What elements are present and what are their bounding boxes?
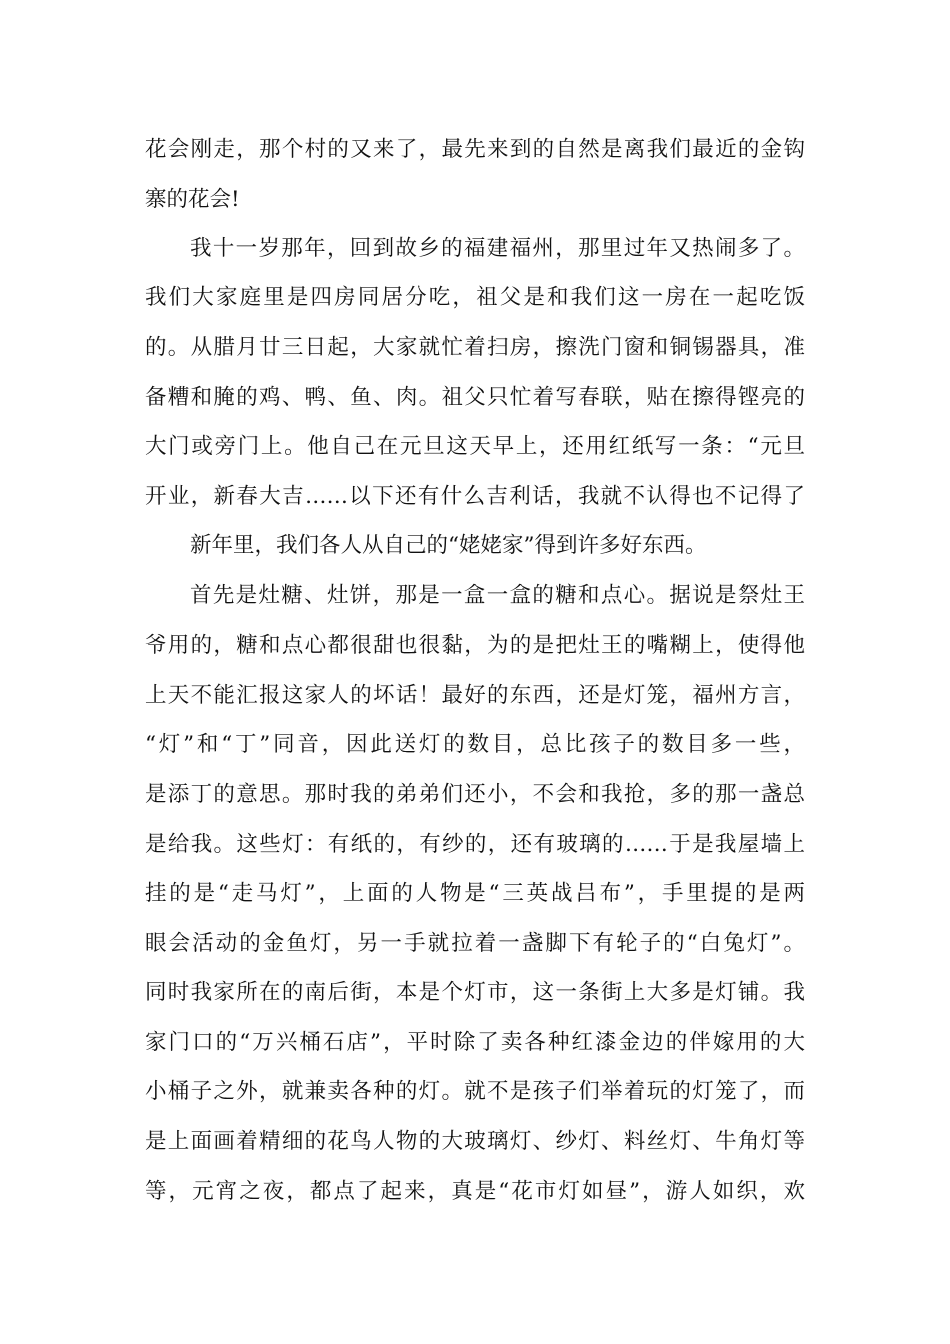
text-line-2: 寨的花会! — [145, 187, 240, 212]
text-line-4: 我们大家庭里是四房同居分吃，祖父是和我们这一房在一起吃饭 — [145, 285, 805, 310]
text-line-21: 是上面画着精细的花鸟人物的大玻璃灯、纱灯、料丝灯、牛角灯等 — [145, 1129, 805, 1154]
text-line-22: 等，元宵之夜，都点了起来，真是“花市灯如昼”，游人如织，欢 — [145, 1179, 805, 1204]
text-line-18: 同时我家所在的南后街，本是个灯市，这一条街上大多是灯铺。我 — [145, 980, 805, 1005]
text-line-19: 家门口的“万兴桶石店”，平时除了卖各种红漆金边的伴嫁用的大 — [145, 1030, 805, 1055]
text-line-15: 是给我。这些灯：有纸的，有纱的，还有玻璃的……于是我屋墙上 — [145, 832, 805, 857]
text-line-5: 的。从腊月廿三日起，大家就忙着扫房，擦洗门窗和铜锡器具，准 — [145, 335, 805, 360]
paragraph-start-line-9: 新年里，我们各人从自己的“姥姥家”得到许多好东西。 — [190, 533, 707, 558]
text-line-6: 备糟和腌的鸡、鸭、鱼、肉。祖父只忙着写春联，贴在擦得铿亮的 — [145, 385, 805, 410]
paragraph-start-line-10: 首先是灶糖、灶饼，那是一盒一盒的糖和点心。据说是祭灶王 — [190, 583, 805, 608]
text-line-12: 上天不能汇报这家人的坏话！最好的东西，还是灯笼，福州方言， — [145, 683, 805, 708]
text-line-7: 大门或旁门上。他自己在元旦这天早上，还用红纸写一条：“元旦 — [145, 434, 805, 459]
text-line-16: 挂的是“走马灯”，上面的人物是“三英战吕布”，手里提的是两 — [145, 881, 805, 906]
text-line-20: 小桶子之外，就兼卖各种的灯。就不是孩子们举着玩的灯笼了，而 — [145, 1079, 805, 1104]
paragraph-start-line-3: 我十一岁那年，回到故乡的福建福州，那里过年又热闹多了。 — [190, 236, 805, 261]
text-line-14: 是添丁的意思。那时我的弟弟们还小，不会和我抢，多的那一盏总 — [145, 782, 805, 807]
text-line-1: 花会刚走，那个村的又来了，最先来到的自然是离我们最近的金钩 — [145, 137, 805, 162]
text-line-8: 开业，新春大吉……以下还有什么吉利话，我就不认得也不记得了 — [145, 484, 805, 509]
text-line-13: “灯”和“丁”同音，因此送灯的数目，总比孩子的数目多一些， — [145, 732, 805, 757]
text-line-17: 眼会活动的金鱼灯，另一手就拉着一盏脚下有轮子的“白兔灯”。 — [145, 931, 805, 956]
text-line-11: 爷用的，糖和点心都很甜也很黏，为的是把灶王的嘴糊上，使得他 — [145, 633, 805, 658]
